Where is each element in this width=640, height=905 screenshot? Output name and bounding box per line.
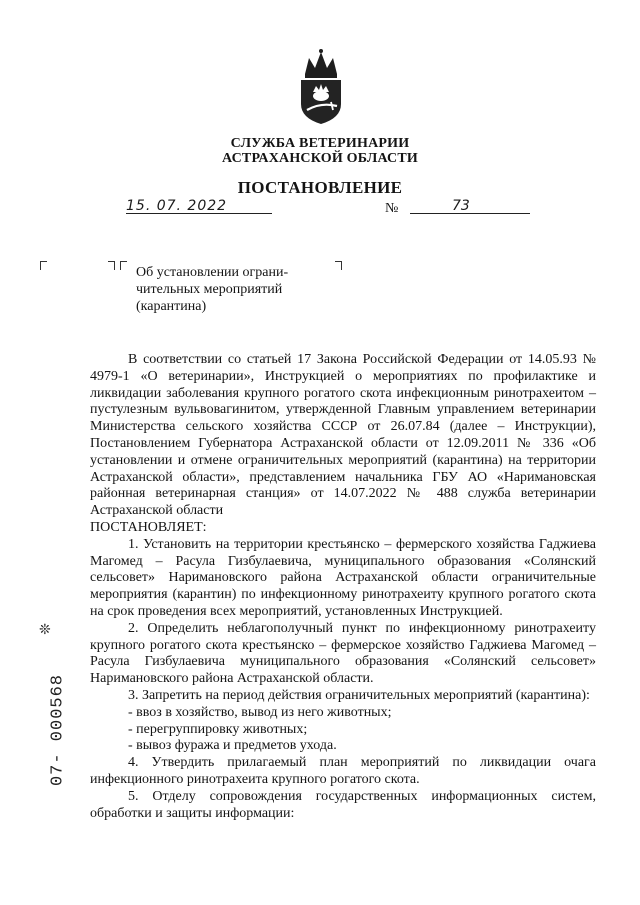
margin-registration-number: 07- 000568 (48, 673, 68, 787)
subject-line: (карантина) (136, 299, 207, 314)
organization-name-line1: СЛУЖБА ВЕТЕРИНАРИИ (230, 136, 410, 151)
clause-3-item: - перегруппировку животных; (128, 721, 308, 737)
document-subject (136, 264, 314, 315)
date-underline (126, 213, 272, 214)
document-type-title: ПОСТАНОВЛЕНИЕ (237, 178, 403, 197)
document-body (90, 352, 596, 822)
organization-name-line2: АСТРАХАНСКОЙ ОБЛАСТИ (221, 151, 418, 166)
corner-bracket-subject-left (120, 261, 127, 270)
subject-line: Об установлении ограни- (136, 265, 289, 280)
clause-1: 1. Установить на территории крестьянско – фермерского хозяйства Гаджиева Магомед – Расула Гизбулаевича, муниципального образования «Солянский сельсовет» Наримановского района Астраханской области ограничительные мероприятия (карантин) по инфекционному ринотрахеиту крупного рогатого скота на срок проведения всех мероприятий, установленных Инструкцией. (90, 536, 596, 619)
handwritten-document-number: 73 (452, 198, 470, 214)
resolves-heading: ПОСТАНОВЛЯЕТ: (90, 519, 207, 535)
corner-bracket-subject-right (335, 261, 342, 270)
clause-3: 3. Запретить на период действия ограничительных мероприятий (карантина): (128, 687, 590, 703)
clause-2: 2. Определить неблагополучный пункт по инфекционному ринотрахеиту крупного рогатого скота крестьянско – фермерское хозяйство Гаджиева Магомед – Расула Гизбулаевича муниципального образования «Солянский сельсовет» Наримановского района Астраханской области. (90, 620, 596, 687)
number-label: № (385, 201, 399, 216)
corner-bracket-left-outer (40, 261, 47, 270)
clause-5: 5. Отделу сопровождения государственных информационных систем, обработки и защиты информации: (90, 788, 596, 821)
clause-3-item: - ввоз в хозяйство, вывод из него животных; (128, 704, 392, 720)
clause-3-item: - вывоз фуража и предметов ухода. (128, 738, 337, 754)
margin-stamp-mark: ❊ (39, 623, 51, 638)
preamble-paragraph: В соответствии со статьей 17 Закона Российской Федерации от 14.05.93 № 4979-1 «О ветеринарии», Инструкцией о мероприятиях по профилактике и ликвидации заболевания крупного рогатого скота инфекционным ринотрахеитом – пустулезным вульвовагинитом, утвержденной Главным управлением ветеринарии Министерства сельского хозяйства СССР от 26.07.84 (далее – Инструкции), Постановлением Губернатора Астраханской области от 12.09.2011 № 336 «Об установлении и отмене ограничительных мероприятий (карантина) на территории Астраханской области», представлением начальника ГБУ АО «Наримановская районная ветеринарная станция» от 14.07.2022 № 488 служба ветеринарии Астраханской области (90, 352, 596, 519)
clause-4: 4. Утвердить прилагаемый план мероприятий по ликвидации очага инфекционного ринотрахеита крупного рогатого скота. (90, 755, 596, 787)
handwritten-date: 15. 07. 2022 (126, 198, 228, 214)
subject-line: чительных мероприятий (136, 282, 283, 297)
corner-bracket-left-inner (108, 261, 115, 270)
coat-of-arms-icon (297, 44, 345, 126)
number-underline (410, 213, 530, 214)
